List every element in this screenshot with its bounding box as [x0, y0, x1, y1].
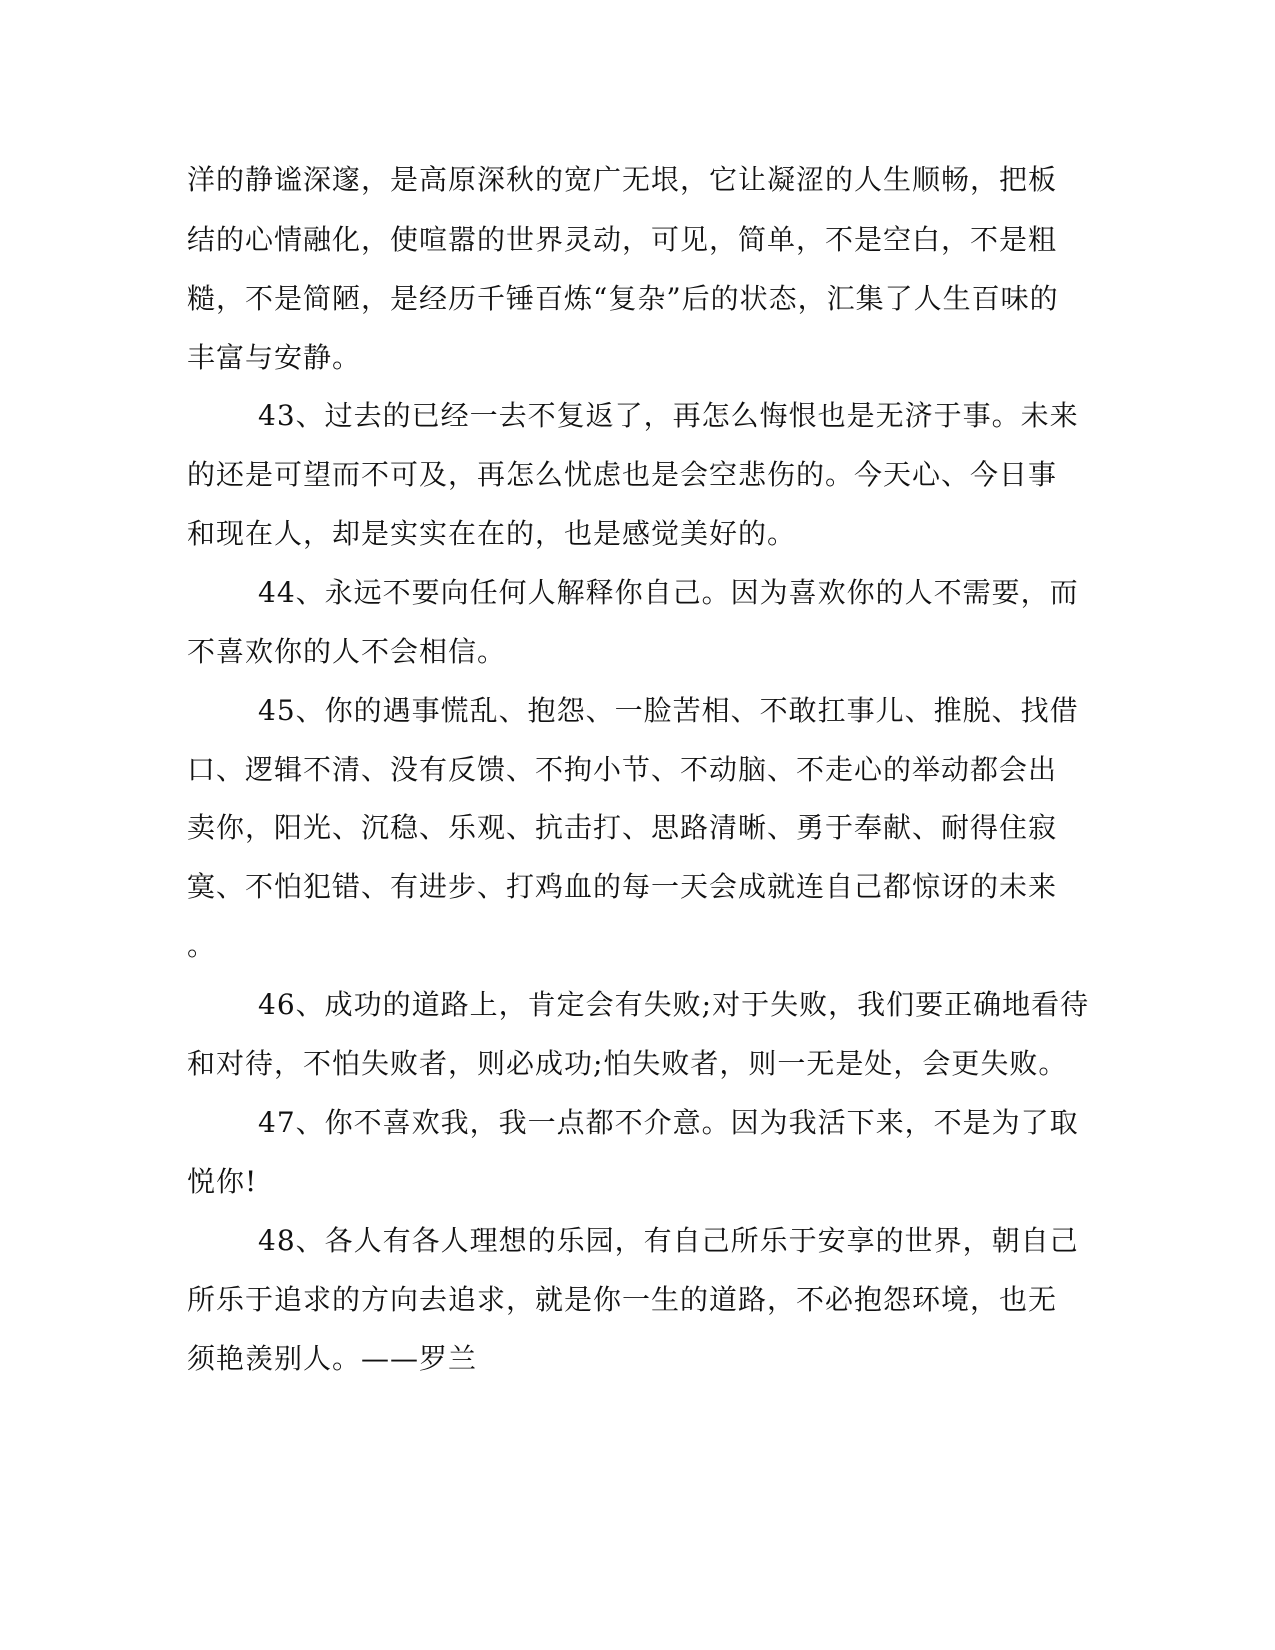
text-line: 和现在人，却是实实在在的，也是感觉美好的。 — [187, 517, 797, 550]
text-line: 卖你，阳光、沉稳、乐观、抗击打、思路清晰、勇于奉献、耐得住寂 — [187, 811, 1058, 844]
text-line: 不喜欢你的人不会相信。 — [187, 635, 507, 668]
paragraph-43-start: 43、过去的已经一去不复返了，再怎么悔恨也是无济于事。未来 — [258, 399, 1079, 432]
text-line: 结的心情融化，使喧嚣的世界灵动，可见，简单，不是空白，不是粗 — [187, 223, 1058, 256]
paragraph-46-start: 46、成功的道路上，肯定会有失败;对于失败，我们要正确地看待 — [258, 988, 1090, 1021]
text-line: 口、逻辑不清、没有反馈、不拘小节、不动脑、不走心的举动都会出 — [187, 753, 1058, 786]
paragraph-47-start: 47、你不喜欢我，我一点都不介意。因为我活下来，不是为了取 — [258, 1106, 1079, 1139]
text-line: 洋的静谧深邃，是高原深秋的宽广无垠，它让凝涩的人生顺畅，把板 — [187, 163, 1058, 196]
text-line: 和对待，不怕失败者，则必成功;怕失败者，则一无是处，会更失败。 — [187, 1047, 1068, 1080]
text-line: 须艳羡别人。——罗兰 — [187, 1342, 478, 1375]
text-line: 悦你! — [187, 1165, 258, 1198]
paragraph-44-start: 44、永远不要向任何人解释你自己。因为喜欢你的人不需要，而 — [258, 576, 1079, 609]
text-line: 的还是可望而不可及，再怎么忧虑也是会空悲伤的。今天心、今日事 — [187, 458, 1058, 491]
paragraph-45-start: 45、你的遇事慌乱、抱怨、一脸苦相、不敢扛事儿、推脱、找借 — [258, 694, 1079, 727]
text-line: 糙，不是简陋，是经历千锤百炼“复杂”后的状态，汇集了人生百味的 — [187, 282, 1059, 315]
text-line: 所乐于追求的方向去追求，就是你一生的道路，不必抱怨环境，也无 — [187, 1283, 1058, 1316]
text-line: 丰富与安静。 — [187, 341, 362, 374]
text-line: 寞、不怕犯错、有进步、打鸡血的每一天会成就连自己都惊讶的未来 — [187, 870, 1058, 903]
paragraph-48-start: 48、各人有各人理想的乐园，有自己所乐于安享的世界，朝自己 — [258, 1224, 1079, 1257]
text-line: 。 — [187, 929, 217, 962]
